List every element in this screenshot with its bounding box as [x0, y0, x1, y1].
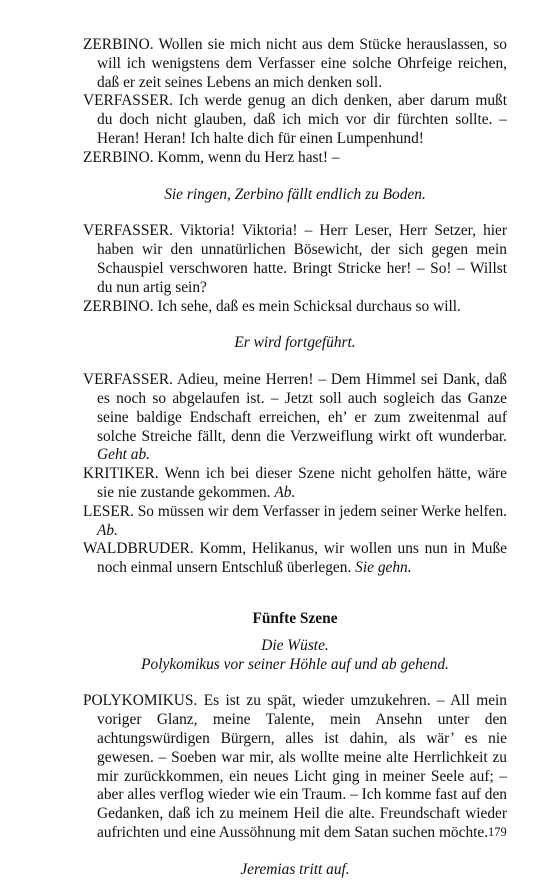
speech-text: Ich sehe, daß es mein Schicksal durchaus so will. [157, 297, 461, 315]
page-number: 179 [488, 825, 507, 839]
speaker-name: VERFASSER. [83, 371, 173, 389]
speech-text: Es ist zu spät, wieder umzukehren. – All mein voriger Glanz, meine Talente, mein Ansehn unter den achtungswürdigen Bürgern, alles ist dahin, als wär’ es nie gewesen. – Soeben war mir, als wollte meine alte Herrlichkeit zu mir zurückkommen, ein neues Licht ging in meiner Seele auf; – aber alles verflog wieder wie ein Traum. – Ich komme fast auf den Gedanken, daß ich zu meinem Heil die alte. Freundschaft wieder aufrichten und eine Aussöhnung mit dem Satan suchen möchte. [97, 692, 507, 841]
speaker-name: VERFASSER. [83, 222, 173, 240]
scene-setting-action: Polykomikus vor seiner Höhle auf und ab gehend. [141, 655, 449, 673]
speech-text: So müssen wir dem Verfasser in jedem seiner Werke helfen. [137, 502, 507, 520]
scene-setting-place: Die Wüste. [261, 636, 329, 654]
speech-text: Viktoria! Viktoria! – Herr Leser, Herr Setzer, hier haben wir den unnatürlichen Bösewicht, der sich gegen mein Schauspiel verschworen hatte. Bringt Stricke her! – So! – Willst du nun artig sein? [97, 222, 507, 296]
inline-stage-direction: Ab. [274, 483, 296, 501]
inline-stage-direction: Ab. [97, 521, 118, 539]
page-content [83, 36, 507, 879]
speech-waldbruder [83, 540, 507, 578]
inline-stage-direction: Sie gehn. [355, 559, 412, 577]
speaker-name: ZERBINO. [83, 36, 154, 53]
speech-text: Ich werde genug an dich denken, aber darum mußt du doch nicht glauben, daß ich mich vor dir fürchten sollte. – Heran! Heran! Ich halte dich für einen Lumpenhund! [97, 92, 507, 147]
scene-heading: Fünfte Szene [252, 609, 338, 627]
stage-direction-ringen: Sie ringen, Zerbino fällt endlich zu Boden. [164, 185, 426, 203]
speech-leser [83, 503, 507, 541]
speech-verfasser-1 [83, 92, 507, 148]
speech-zerbino-1 [83, 36, 507, 92]
speech-text: Komm, Helikanus, wir wollen uns nun in Muße noch einmal unsern Entschluß überlegen. [97, 540, 507, 577]
speaker-name: ZERBINO. [83, 297, 154, 315]
speech-text: Komm, wenn du Herz hast! – [157, 148, 340, 166]
speech-zerbino-2 [83, 149, 507, 168]
speech-verfasser-2 [83, 222, 507, 297]
stage-direction-fortgefuehrt: Er wird fortgeführt. [234, 334, 356, 352]
speech-kritiker [83, 465, 507, 503]
stage-direction-jeremias: Jeremias tritt auf. [240, 860, 350, 878]
speech-zerbino-3 [83, 298, 507, 317]
speech-polykomikus [83, 692, 507, 842]
speaker-name: LESER. [83, 502, 134, 520]
speaker-name: POLYKOMIKUS. [83, 692, 198, 710]
speaker-name: ZERBINO. [83, 148, 154, 166]
speech-text: Adieu, meine Herren! – Dem Himmel sei Dank, daß es noch so abgelaufen ist. – Jetzt soll auch sogleich das Ganze seine baldige Endschaft erreichen, eh’ er zum zweitenmal auf solche Streiche fällt, denn die Verzweiflung wirkt oft wunderbar. [97, 371, 508, 445]
speaker-name: KRITIKER. [83, 465, 159, 483]
speaker-name: WALDBRUDER. [83, 540, 194, 558]
speech-text: Wenn ich bei dieser Szene nicht geholfen hätte, wäre sie nie zustande gekommen. [97, 465, 507, 501]
speech-text: Wollen sie mich nicht aus dem Stücke herauslassen, so will ich wenigstens dem Verfasser eine solche Ohrfeige reichen, daß er zeit seines Lebens an mich denken soll. [97, 36, 507, 91]
speaker-name: VERFASSER. [83, 92, 173, 110]
inline-stage-direction: Geht ab. [97, 446, 151, 464]
speech-verfasser-3 [83, 371, 507, 465]
